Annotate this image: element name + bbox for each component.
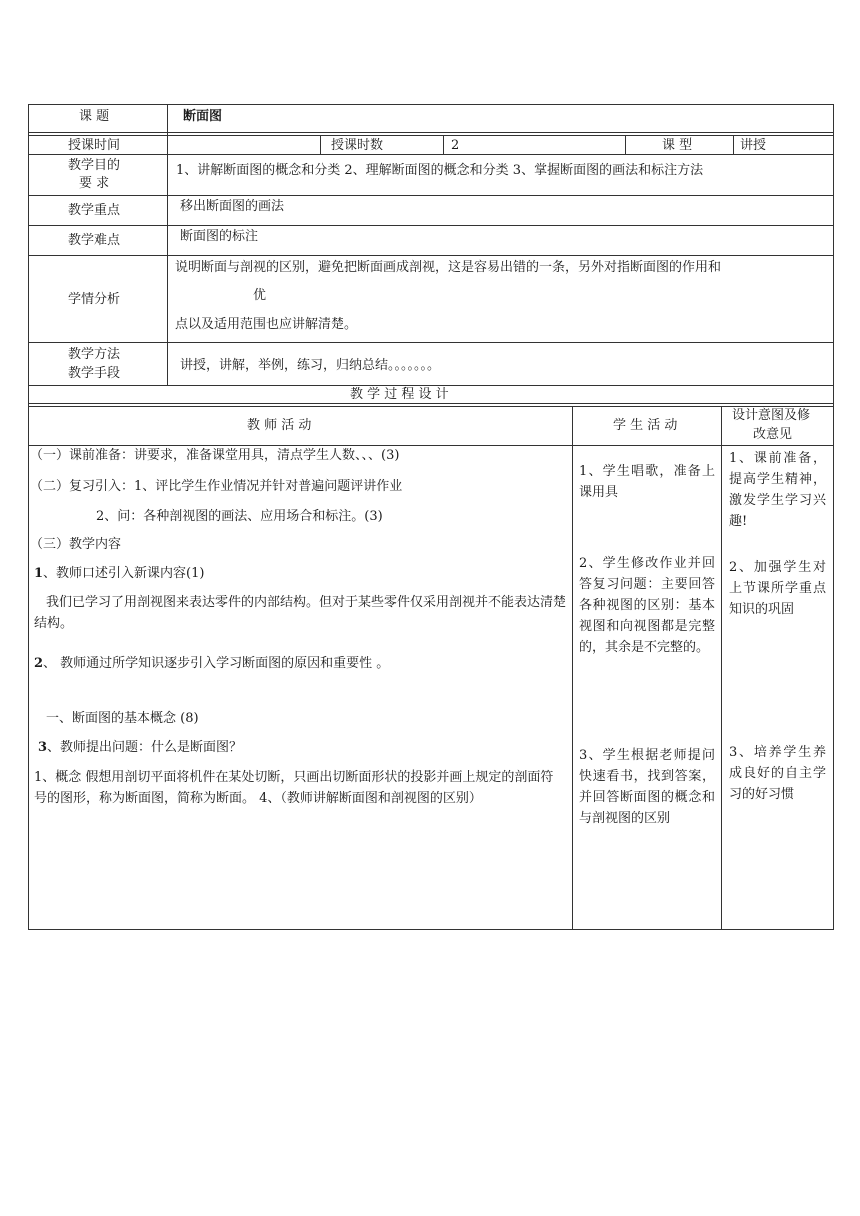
teacher-line-prep: （一）课前准备：讲要求，准备课堂用具，清点学生人数、、、(3) xyxy=(30,448,400,463)
design-item-3: 3、培养学生养成良好的自主学习的好习惯 xyxy=(729,745,826,802)
teacher-line-intro: 1、教师口述引入新课内容(1) xyxy=(34,566,205,581)
method-label-1: 教学方法 xyxy=(68,347,121,362)
key-text: 移出断面图的画法 xyxy=(180,199,285,214)
student-item-1: 1、学生唱歌，准备上课用具 xyxy=(579,464,715,500)
process-title: 教 学 过 程 设 计 xyxy=(350,387,449,402)
hours-label: 授课时数 xyxy=(331,138,384,153)
col-design-header-1: 设计意图及修 xyxy=(732,408,811,423)
difficulty-text: 断面图的标注 xyxy=(180,229,259,244)
time-label: 授课时间 xyxy=(68,138,121,153)
analysis-line-3: 点以及适用范围也应讲解清楚。 xyxy=(175,317,358,332)
key-label: 教学重点 xyxy=(68,203,121,218)
design-item-2: 2、加强学生对上节课所学重点知识的巩固 xyxy=(729,560,826,617)
type-value: 讲授 xyxy=(740,138,767,153)
method-label-2: 教学手段 xyxy=(68,366,121,381)
analysis-label: 学情分析 xyxy=(68,292,121,307)
goals-text: 1、讲解断面图的概念和分类 2、理解断面图的概念和分类 3、掌握断面图的画法和标注方法 xyxy=(176,163,704,178)
teacher-paragraph-concept: 1、概念 假想用剖切平面将机件在某处切断，只画出切断面形状的投影并画上规定的剖面符号的图形，称为断面图，简称为断面。 4、（教师讲解断面图和剖视图的区别） xyxy=(34,770,554,806)
teacher-line-question-2: 3、教师提出问题：什么是断面图？ xyxy=(38,740,243,755)
col-student-header: 学 生 活 动 xyxy=(613,418,678,433)
difficulty-label: 教学难点 xyxy=(68,233,121,248)
teacher-line-review: （二）复习引入：1、评比学生作业情况并针对普遍问题评讲作业 xyxy=(30,479,403,494)
goals-label-1: 教学目的 xyxy=(68,158,121,173)
analysis-line-1: 说明断面与剖视的区别，避免把断面画成剖视，这是容易出错的一条，另外对指断面图的作用和 xyxy=(175,260,722,275)
type-label: 课 型 xyxy=(662,138,693,153)
goals-label-2: 要 求 xyxy=(79,176,110,191)
col-teacher-header: 教 师 活 动 xyxy=(247,418,312,433)
col-design-header-2: 改意见 xyxy=(753,427,793,442)
teacher-line-content: （三）教学内容 xyxy=(30,537,122,552)
teacher-line-reason: 2、 教师通过所学知识逐步引入学习断面图的原因和重要性 。 xyxy=(34,656,390,671)
topic-label: 课 题 xyxy=(79,109,110,124)
hours-value: 2 xyxy=(451,138,460,153)
topic-value: 断面图 xyxy=(183,109,223,124)
student-item-2: 2、学生修改作业并回答复习问题：主要回答各种视图的区别：基本视图和向视图都是完整的，其余是不完整的。 xyxy=(579,556,715,655)
method-text: 讲授，讲解，举例，练习，归纳总结。。。。。。。 xyxy=(180,358,441,373)
student-item-3: 3、学生根据老师提问快速看书，找到答案，并回答断面图的概念和与剖视图的区别 xyxy=(579,748,715,826)
teacher-paragraph-intro: 我们已学习了用剖视图来表达零件的内部结构。但对于某些零件仅采用剖视并不能表达清楚结构。 xyxy=(34,595,567,631)
teacher-line-concept-heading: 一、断面图的基本概念 (8) xyxy=(46,711,199,726)
teacher-line-question: 2、问：各种剖视图的画法、应用场合和标注。(3) xyxy=(96,509,383,524)
design-item-1: 1、课前准备，提高学生精神，激发学生学习兴趣! xyxy=(729,451,826,529)
analysis-line-2: 优 xyxy=(253,288,267,303)
